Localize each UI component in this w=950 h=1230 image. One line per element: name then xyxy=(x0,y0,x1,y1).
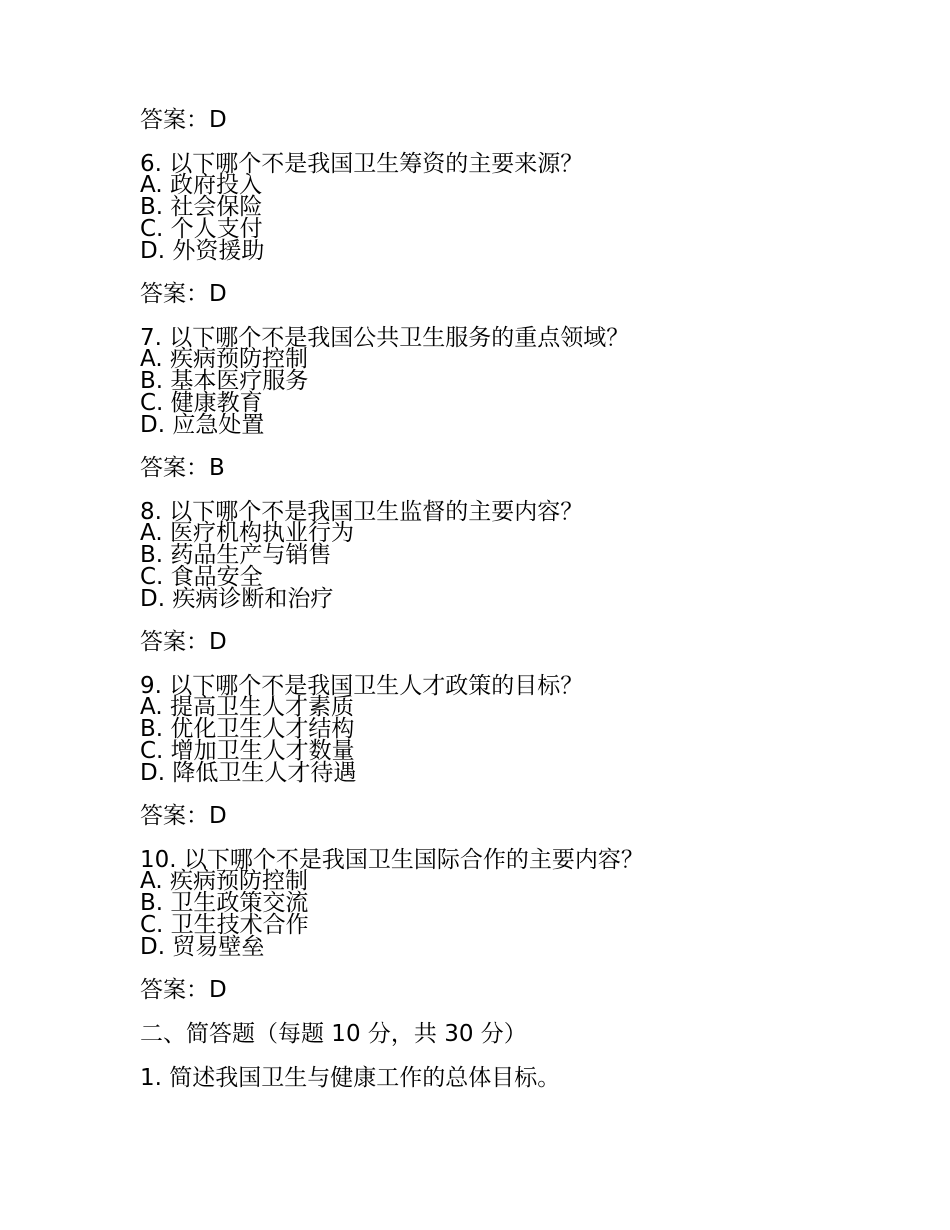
short-answer-question-1: 1. 简述我国卫生与健康工作的总体目标。 xyxy=(140,1065,561,1091)
question-7-option-c: C. 健康教育 xyxy=(140,390,263,416)
question-8-option-d: D. 疾病诊断和治疗 xyxy=(140,586,334,612)
question-10-option-b: B. 卫生政策交流 xyxy=(140,890,309,916)
question-6-option-d: D. 外资援助 xyxy=(140,238,265,264)
question-7-option-d: D. 应急处置 xyxy=(140,412,265,438)
answer-8: 答案：D xyxy=(140,629,227,655)
question-10-option-d: D. 贸易壁垒 xyxy=(140,934,265,960)
answer-5: 答案：D xyxy=(140,107,227,133)
question-9: 9. 以下哪个不是我国卫生人才政策的目标？ xyxy=(140,673,584,699)
question-7-option-b: B. 基本医疗服务 xyxy=(140,368,309,394)
question-8-option-c: C. 食品安全 xyxy=(140,564,263,590)
question-7: 7. 以下哪个不是我国公共卫生服务的重点领域？ xyxy=(140,325,630,351)
question-6: 6. 以下哪个不是我国卫生筹资的主要来源？ xyxy=(140,151,584,177)
question-9-option-a: A. 提高卫生人才素质 xyxy=(140,694,354,720)
question-10-option-c: C. 卫生技术合作 xyxy=(140,912,309,938)
question-6-option-c: C. 个人支付 xyxy=(140,216,263,242)
question-8: 8. 以下哪个不是我国卫生监督的主要内容？ xyxy=(140,499,584,525)
question-8-option-a: A. 医疗机构执业行为 xyxy=(140,520,354,546)
question-7-option-a: A. 疾病预防控制 xyxy=(140,346,308,372)
question-9-option-b: B. 优化卫生人才结构 xyxy=(140,716,355,742)
question-8-option-b: B. 药品生产与销售 xyxy=(140,542,332,568)
question-9-option-d: D. 降低卫生人才待遇 xyxy=(140,760,357,786)
answer-10: 答案：D xyxy=(140,977,227,1003)
question-6-option-a: A. 政府投入 xyxy=(140,172,262,198)
question-10-option-a: A. 疾病预防控制 xyxy=(140,868,308,894)
question-10: 10. 以下哪个不是我国卫生国际合作的主要内容？ xyxy=(140,847,644,873)
answer-7: 答案：B xyxy=(140,455,225,481)
question-6-option-b: B. 社会保险 xyxy=(140,194,263,220)
question-9-option-c: C. 增加卫生人才数量 xyxy=(140,738,355,764)
section-2-heading: 二、简答题（每题 10 分，共 30 分） xyxy=(140,1021,527,1047)
answer-9: 答案：D xyxy=(140,803,227,829)
answer-6: 答案：D xyxy=(140,281,227,307)
